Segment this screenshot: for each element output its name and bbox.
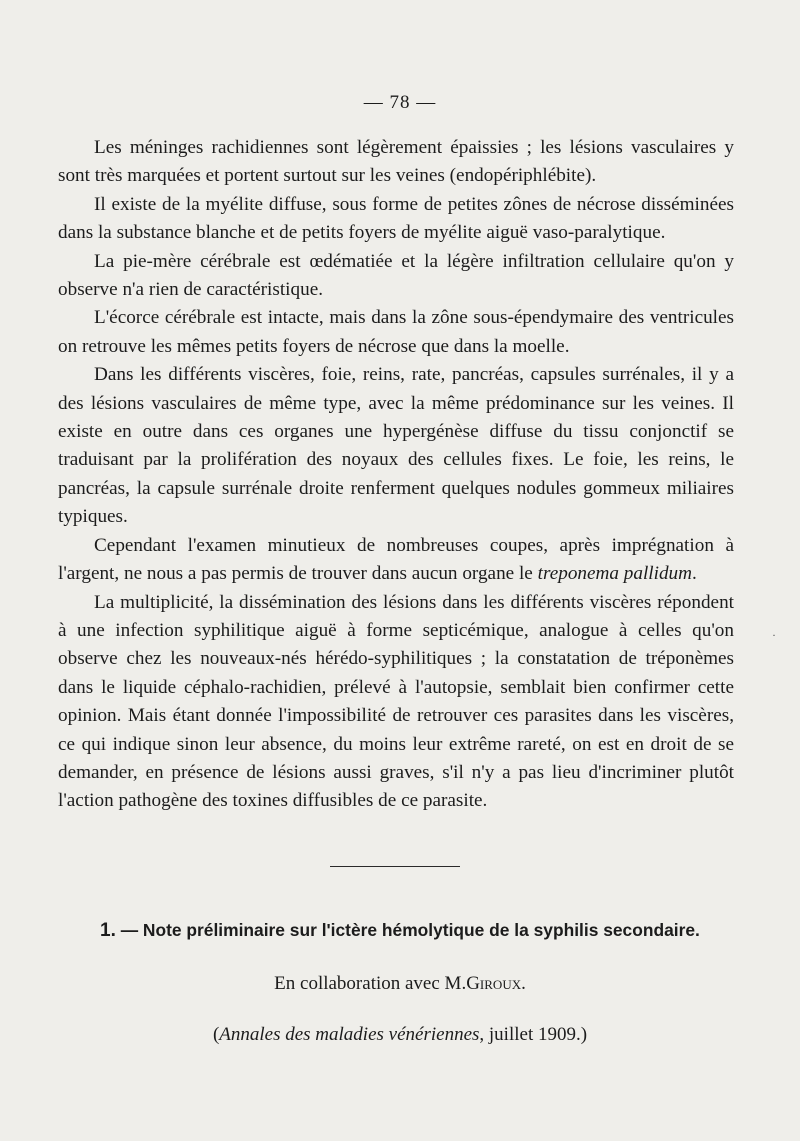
paragraph-treponema xyxy=(58,532,734,589)
paragraph-conclusion: La multiplicité, la dissémination des lésions dans les différents viscères répondent à une infection syphilitique aiguë à forme septicémique, analogue à celles qu'on observe chez les nouveaux-nés hérédo-syphilitiques ; la constatation de tréponèmes dans le liquide céphalo-rachidien, prélevé à l'autopsie, semblait bien confirmer cette opinion. Mais étant donnée l'impossibilité de retrouver ces parasites dans les viscères, ce qui indique sinon leur absence, du moins leur extrême rareté, on est en droit de se demander, en présence de lésions aussi graves, s'il n'y a pas lieu d'incriminer plutôt l'action pathogène des toxines diffusibles de ce parasite. xyxy=(58,591,734,812)
treponema-pallidum-italic: treponema pallidum xyxy=(537,563,692,585)
note-heading xyxy=(100,920,740,942)
collaboration-line xyxy=(0,973,800,995)
collaborator-name: Giroux xyxy=(466,973,522,994)
section-divider xyxy=(330,866,460,867)
paragraph-myelite: Il existe de la myélite diffuse, sous forme de petites zônes de nécrose disséminées dans la substance blanche et de petits foyers de myélite aiguë vaso-paralytique. xyxy=(58,193,734,244)
paragraph-ecorce: L'écorce cérébrale est intacte, mais dans la zône sous-épendymaire des ventricules on retrouve les mêmes petits foyers de nécrose que dans la moelle. xyxy=(58,307,734,357)
collaboration-suffix: . xyxy=(521,973,526,994)
journal-name: Annales des maladies vénériennes xyxy=(219,1024,480,1045)
body-text xyxy=(58,134,734,816)
margin-dot: · xyxy=(772,628,776,642)
note-title: — Note préliminaire sur l'ictère hémolytique de la syphilis secondaire. xyxy=(115,920,700,940)
source-citation xyxy=(0,1024,800,1046)
paragraph-treponema-end: . xyxy=(692,563,697,585)
note-number: 1. xyxy=(100,920,116,941)
source-open-paren: ( xyxy=(212,1024,220,1045)
paragraph-pie-mere: La pie-mère cérébrale est œdématiée et la légère infiltration cellulaire qu'on y observe n'a rien de caractéristique. xyxy=(58,250,734,301)
paragraph-meninges: Les méninges rachidiennes sont légèrement épaissies ; les lésions vasculaires y sont très marquées et portent surtout sur les veines (endopériphlébite). xyxy=(58,137,734,187)
collaboration-prefix: En collaboration avec M. xyxy=(274,973,467,994)
source-details: , juillet 1909.) xyxy=(479,1024,588,1045)
page-number: — 78 — xyxy=(363,92,437,113)
paragraph-visceres: Dans les différents viscères, foie, reins, rate, pancréas, capsules surrénales, il y a des lésions vasculaires de même type, avec la même prédominance sur les veines. Il existe en outre dans ces organes une hypergénèse diffuse du tissu conjonctif se traduisant par la prolifération des noyaux des cellules fixes. Le foie, les reins, le pancréas, la capsule surrénale droite renferment quelques nodules gommeux miliaires typiques. xyxy=(58,364,734,528)
paragraph-treponema-text: Cependant l'examen minutieux de nombreuses coupes, après imprégnation à l'argent, ne nous a pas permis de trouver dans aucun organe le xyxy=(58,534,734,585)
